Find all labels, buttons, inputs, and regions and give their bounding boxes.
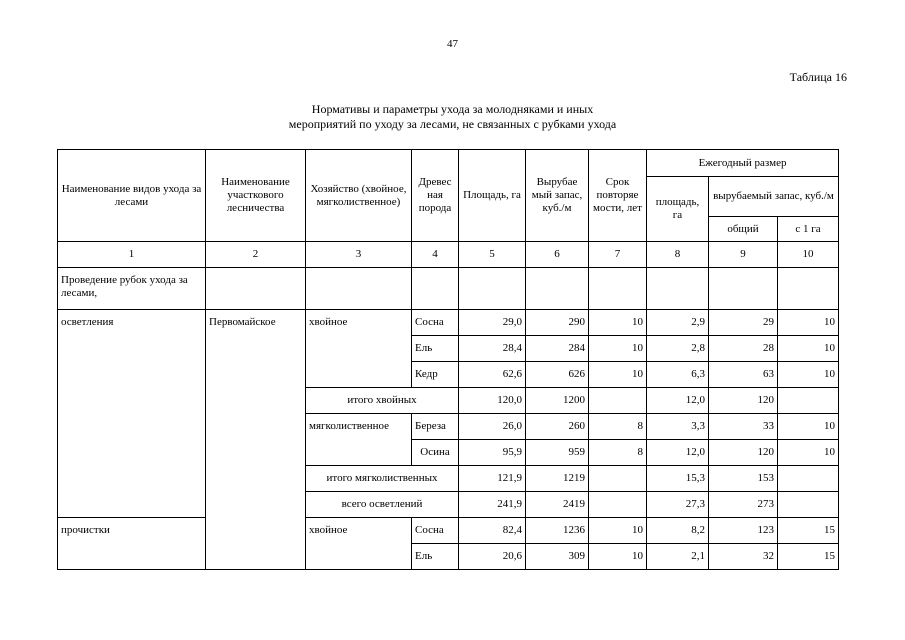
species-cell: Береза [412, 414, 459, 440]
period-cell: 8 [589, 414, 647, 440]
header-annual-area: площадь, га [647, 177, 709, 242]
table-cell [459, 268, 526, 310]
header-economy: Хозяйство (хвойное, мягколиственное) [306, 150, 412, 242]
table-cell [526, 268, 589, 310]
total-label: всего осветлений [306, 492, 459, 518]
subtotal-label: итого мягколиственных [306, 466, 459, 492]
volume-cell: 290 [526, 310, 589, 336]
period-cell: 10 [589, 362, 647, 388]
annual-area-cell: 6,3 [647, 362, 709, 388]
period-cell: 10 [589, 310, 647, 336]
per-ha-cell: 15 [778, 518, 839, 544]
period-cell: 10 [589, 336, 647, 362]
column-number: 10 [778, 242, 839, 268]
per-ha-cell [778, 388, 839, 414]
area-cell: 28,4 [459, 336, 526, 362]
area-cell: 241,9 [459, 492, 526, 518]
volume-cell: 1200 [526, 388, 589, 414]
subtotal-label: итого хвойных [306, 388, 459, 414]
per-ha-cell [778, 492, 839, 518]
header-area: Площадь, га [459, 150, 526, 242]
annual-total-cell: 273 [709, 492, 778, 518]
period-cell: 8 [589, 440, 647, 466]
care-type-cell: осветления [58, 310, 206, 518]
economy-cell: хвойное [306, 310, 412, 388]
annual-area-cell: 8,2 [647, 518, 709, 544]
column-number: 1 [58, 242, 206, 268]
header-annual-total: общий [709, 217, 778, 242]
volume-cell: 309 [526, 544, 589, 570]
volume-cell: 284 [526, 336, 589, 362]
economy-cell: хвойное [306, 518, 412, 570]
header-care-type: Наименование видов ухода за лесами [58, 150, 206, 242]
per-ha-cell: 10 [778, 336, 839, 362]
header-annual: Ежегодный размер [647, 150, 839, 177]
annual-area-cell: 12,0 [647, 388, 709, 414]
annual-area-cell: 2,1 [647, 544, 709, 570]
area-cell: 20,6 [459, 544, 526, 570]
period-cell: 10 [589, 544, 647, 570]
header-row-1 [58, 150, 839, 177]
period-cell [589, 466, 647, 492]
per-ha-cell [778, 466, 839, 492]
caption-line-2: мероприятий по уходу за лесами, не связанных с рубками ухода [288, 117, 617, 131]
annual-total-cell: 153 [709, 466, 778, 492]
column-number: 8 [647, 242, 709, 268]
table-cell [206, 268, 306, 310]
column-number: 3 [306, 242, 412, 268]
annual-total-cell: 28 [709, 336, 778, 362]
annual-area-cell: 27,3 [647, 492, 709, 518]
column-number: 5 [459, 242, 526, 268]
annual-area-cell: 12,0 [647, 440, 709, 466]
economy-cell: мягколиственное [306, 414, 412, 466]
per-ha-cell: 10 [778, 362, 839, 388]
annual-area-cell: 15,3 [647, 466, 709, 492]
caption-line-1: Нормативы и параметры ухода за молодняками и иных [311, 102, 594, 116]
table-row [58, 310, 839, 336]
area-cell: 95,9 [459, 440, 526, 466]
volume-cell: 626 [526, 362, 589, 388]
area-cell: 62,6 [459, 362, 526, 388]
per-ha-cell: 15 [778, 544, 839, 570]
volume-cell: 1236 [526, 518, 589, 544]
annual-total-cell: 29 [709, 310, 778, 336]
table-caption [0, 102, 905, 132]
care-type-cell: прочистки [58, 518, 206, 570]
species-cell: Сосна [412, 518, 459, 544]
header-forestry: Наименование участкового лесничества [206, 150, 306, 242]
header-volume: Вырубае мый запас, куб./м [526, 150, 589, 242]
column-number: 2 [206, 242, 306, 268]
table-label: Таблица 16 [789, 70, 847, 84]
volume-cell: 260 [526, 414, 589, 440]
column-number: 9 [709, 242, 778, 268]
species-cell: Сосна [412, 310, 459, 336]
table-cell [647, 268, 709, 310]
annual-total-cell: 33 [709, 414, 778, 440]
annual-total-cell: 63 [709, 362, 778, 388]
species-cell: Кедр [412, 362, 459, 388]
per-ha-cell: 10 [778, 310, 839, 336]
header-species: Древес ная порода [412, 150, 459, 242]
table-cell [306, 268, 412, 310]
forest-care-table [57, 149, 839, 570]
section-row [58, 268, 839, 310]
annual-total-cell: 123 [709, 518, 778, 544]
page-number: 47 [447, 38, 458, 50]
area-cell: 26,0 [459, 414, 526, 440]
area-cell: 121,9 [459, 466, 526, 492]
column-number-row [58, 242, 839, 268]
section-title: Проведение рубок ухода за лесами, [58, 268, 206, 310]
volume-cell: 1219 [526, 466, 589, 492]
annual-total-cell: 120 [709, 388, 778, 414]
area-cell: 82,4 [459, 518, 526, 544]
column-number: 7 [589, 242, 647, 268]
header-annual-volume: вырубаемый запас, куб./м [709, 177, 839, 217]
species-cell: Ель [412, 336, 459, 362]
table-cell [709, 268, 778, 310]
annual-area-cell: 2,8 [647, 336, 709, 362]
column-number: 4 [412, 242, 459, 268]
species-cell: Ель [412, 544, 459, 570]
header-period: Срок повторяе мости, лет [589, 150, 647, 242]
table-row [58, 518, 839, 544]
annual-area-cell: 3,3 [647, 414, 709, 440]
table-cell [589, 268, 647, 310]
table-cell [778, 268, 839, 310]
period-cell: 10 [589, 518, 647, 544]
table-cell [412, 268, 459, 310]
volume-cell: 2419 [526, 492, 589, 518]
per-ha-cell: 10 [778, 440, 839, 466]
volume-cell: 959 [526, 440, 589, 466]
annual-area-cell: 2,9 [647, 310, 709, 336]
area-cell: 120,0 [459, 388, 526, 414]
per-ha-cell: 10 [778, 414, 839, 440]
forestry-cell: Первомайское [206, 310, 306, 570]
species-cell: Осина [412, 440, 459, 466]
annual-total-cell: 120 [709, 440, 778, 466]
annual-total-cell: 32 [709, 544, 778, 570]
header-per-ha: с 1 га [778, 217, 839, 242]
period-cell [589, 388, 647, 414]
column-number: 6 [526, 242, 589, 268]
area-cell: 29,0 [459, 310, 526, 336]
period-cell [589, 492, 647, 518]
